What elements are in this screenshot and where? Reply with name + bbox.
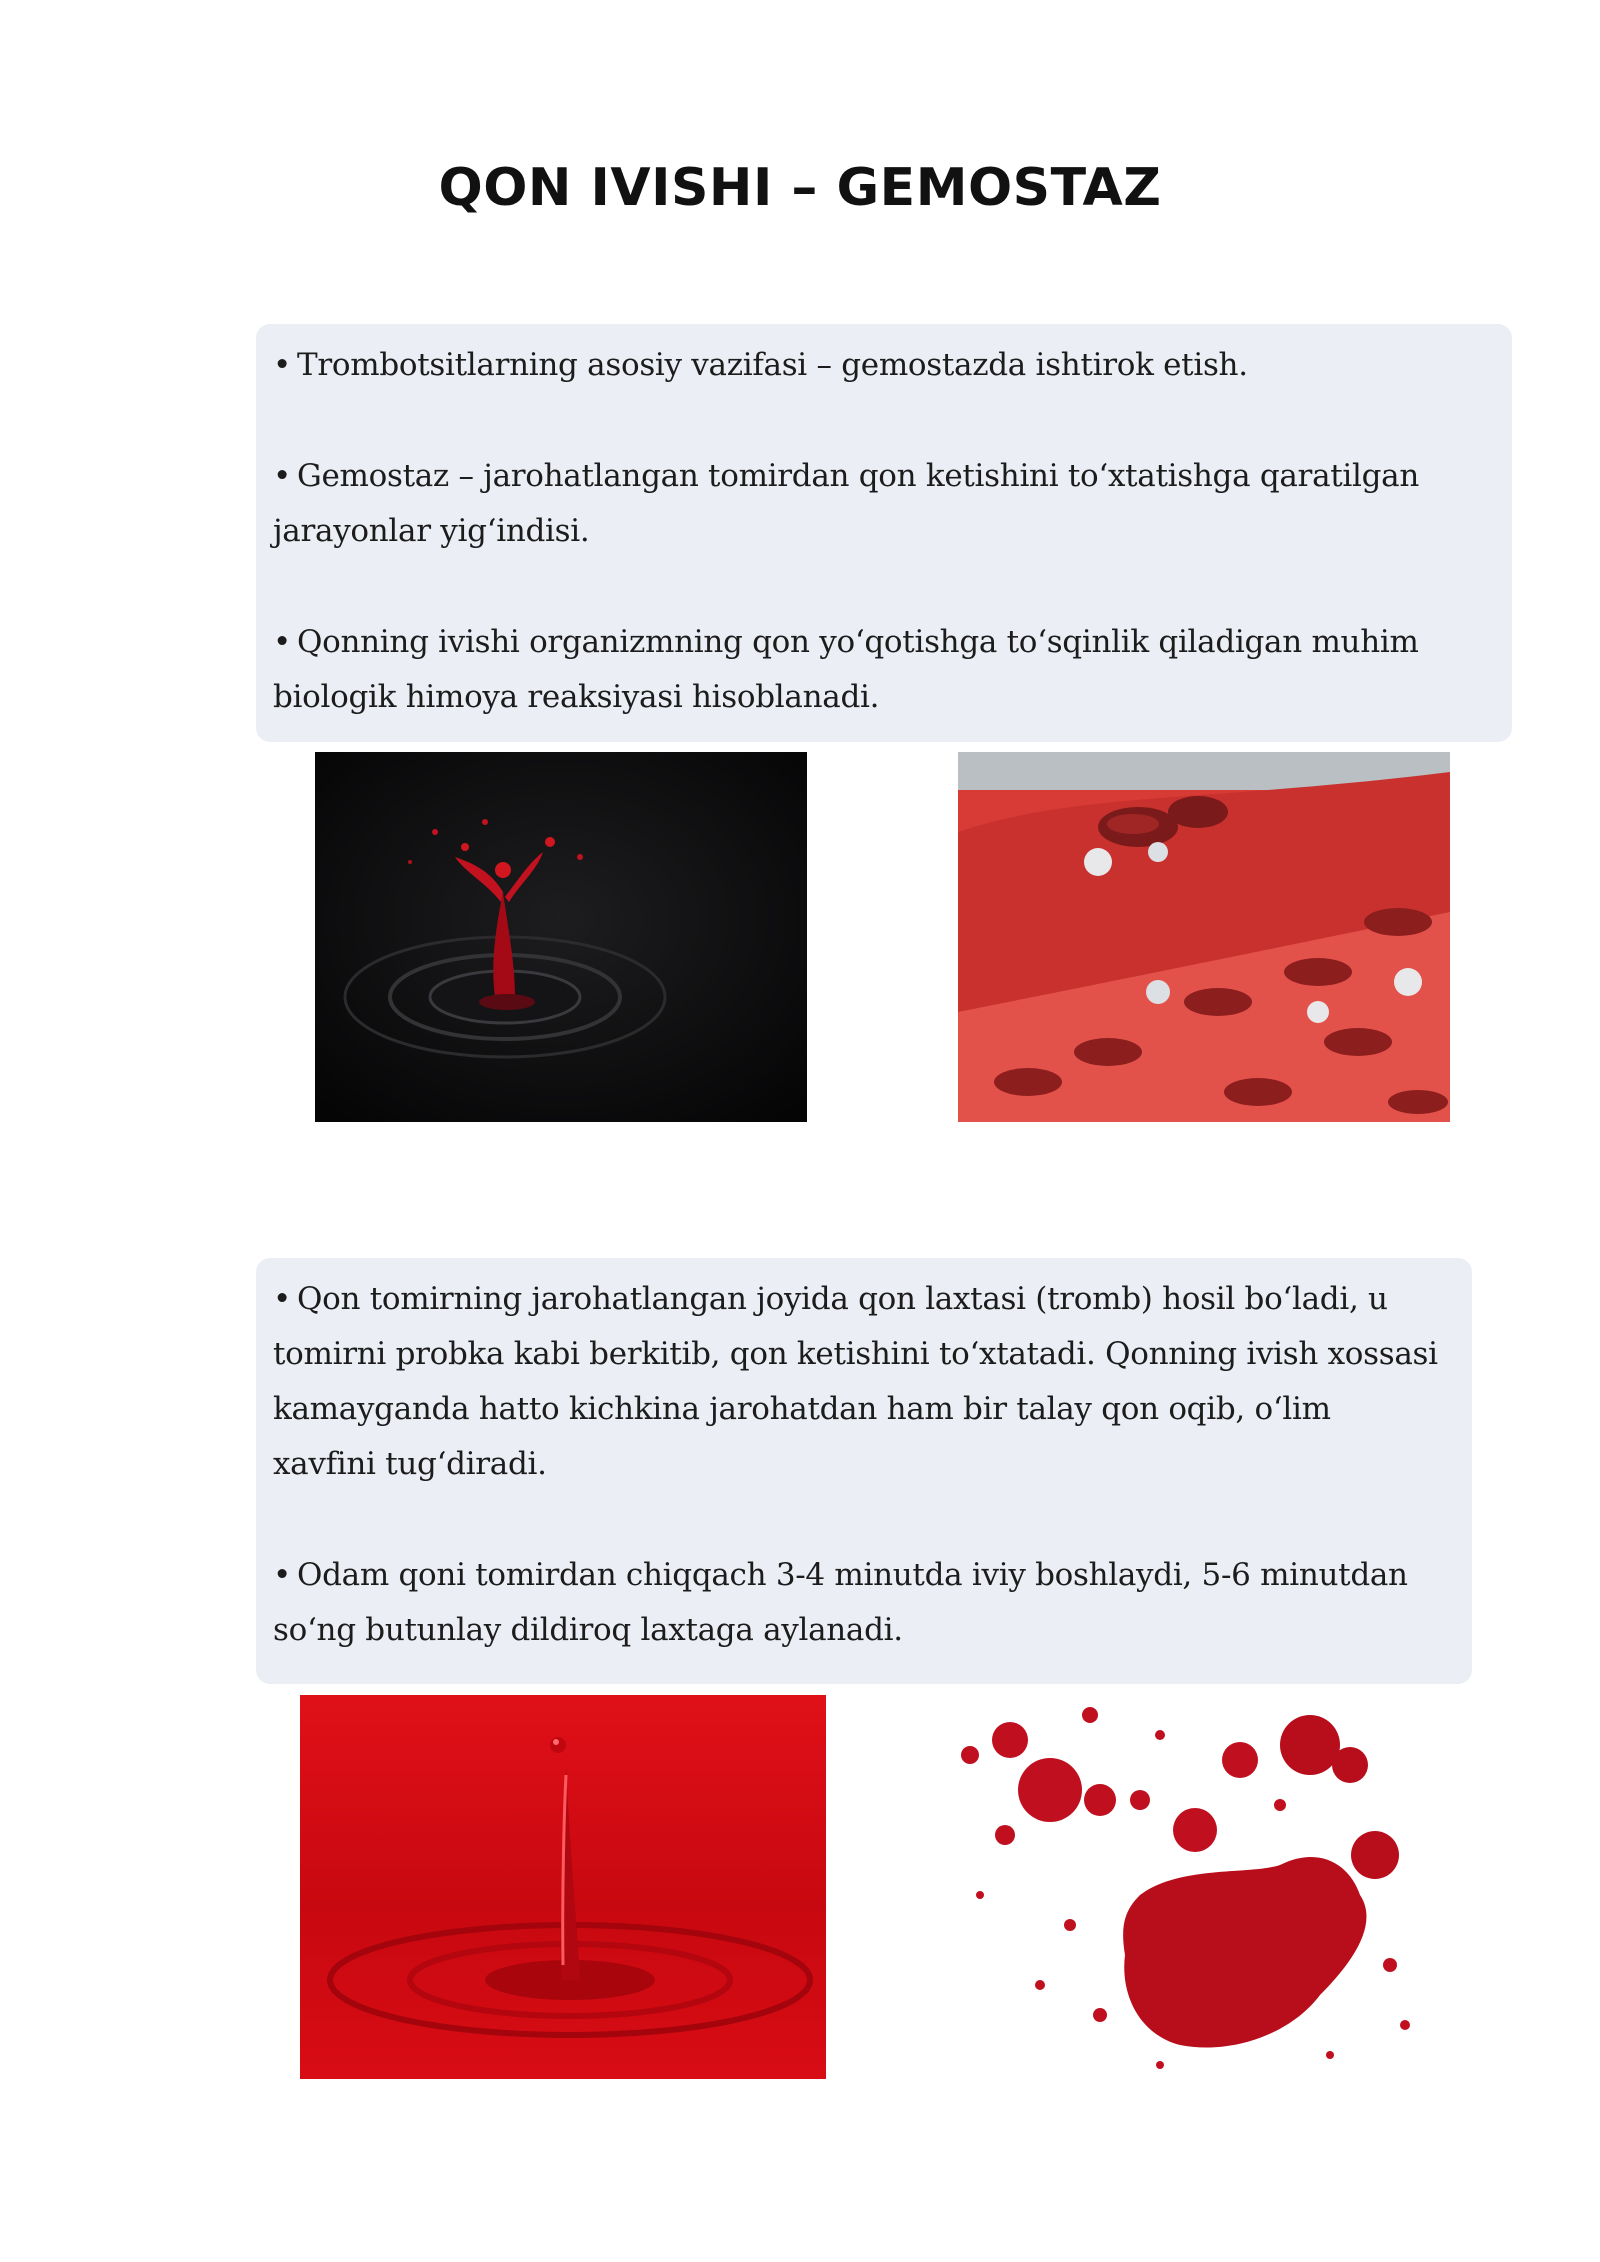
bullet-icon: • [273,624,291,660]
paragraph-text: Odam qoni tomirdan chiqqach 3-4 minutda iviy boshlaydi, 5-6 minutdan so‘ng butunlay dildiroq laxtaga aylanadi. [273,1557,1408,1648]
bullet-paragraph [273,449,1482,559]
blood-drop-dark-image [315,752,807,1122]
paragraph-text: Qonning ivishi organizmning qon yo‘qotishga to‘sqinlik qiladigan muhim biologik himoya reaksiyasi hisoblanadi. [273,624,1419,715]
bullet-icon: • [273,347,291,383]
bullet-paragraph [273,1548,1442,1658]
paragraph-text: Trombotsitlarning asosiy vazifasi – gemostazda ishtirok etish. [297,347,1248,383]
info-card-2 [256,1258,1472,1684]
bullet-icon: • [273,1557,291,1593]
red-liquid-drop-image [300,1695,826,2079]
bullet-icon: • [273,458,291,494]
bullet-icon: • [273,1281,291,1317]
bullet-paragraph [273,615,1482,725]
paragraph-text: Qon tomirning jarohatlangan joyida qon laxtasi (tromb) hosil bo‘ladi, u tomirni probka kabi berkitib, qon ketishini to‘xtatadi. Qonning ivish xossasi kamayganda hatto kichkina jarohatdan ham bir talay qon oqib, o‘lim xavfini tug‘diradi. [273,1281,1438,1482]
blood-splatter-image [950,1695,1428,2079]
info-card-1 [256,324,1512,742]
page-title: QON IVISHI – GEMOSTAZ [438,158,1162,218]
blood-vessel-cells-image [958,752,1450,1122]
paragraph-text: Gemostaz – jarohatlangan tomirdan qon ketishini to‘xtatishga qaratilgan jarayonlar yig‘indisi. [273,458,1420,549]
bullet-paragraph [273,1272,1442,1492]
bullet-paragraph [273,338,1482,393]
